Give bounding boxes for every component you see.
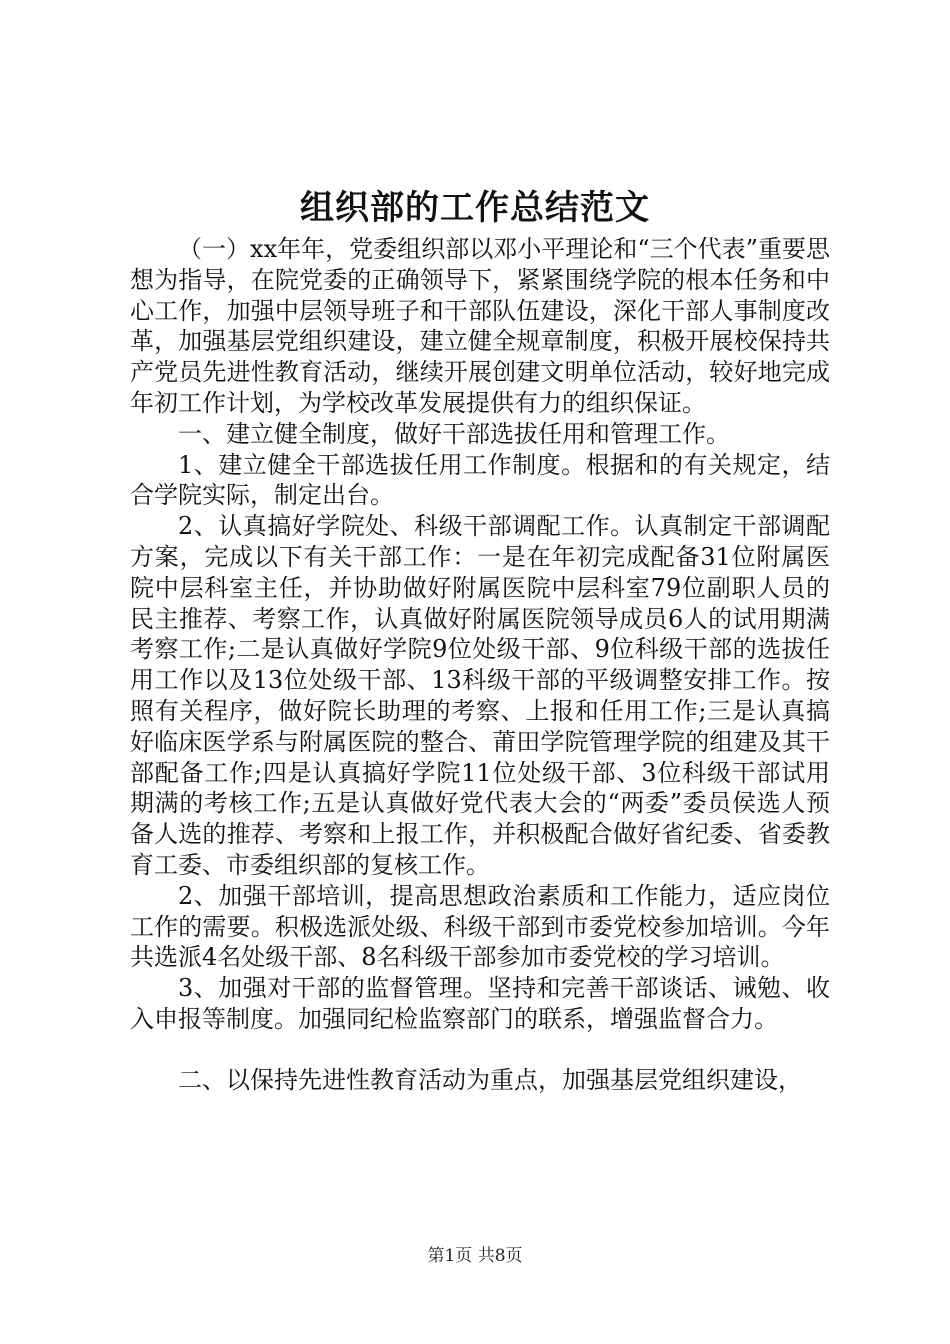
- document-title: 组织部的工作总结范文: [300, 188, 650, 228]
- paragraph-section-2-heading: 二、以保持先进性教育活动为重点，加强基层党组织建设，: [178, 1065, 802, 1094]
- paragraph-item-2: 2、认真搞好学院处、科级干部调配工作。认真制定干部调配方案，完成以下有关干部工作：一是在年初完成配备31位附属医院中层科室主任，并协助做好附属医院中层科室79位副职人员的民主推荐、考察工作，认真做好附属医院领导成员6人的试用期满考察工作;二是认真做好学院9位处级干部、9位科级干部的选拔任用工作以及13位处级干部、13科级干部的平级调整安排工作。按照有关程序，做好院长助理的考察、上报和任用工作;三是认真搞好临床医学系与附属医院的整合、莆田学院管理学院的组建及其干部配备工作;四是认真搞好学院11位处级干部、3位科级干部试用期满的考核工作;五是认真做好党代表大会的“两委”委员侯选人预备人选的推荐、考察和上报工作，并积极配合做好省纪委、省委教育工委、市委组织部的复核工作。: [130, 512, 830, 879]
- paragraph-intro: （一）xx年年，党委组织部以邓小平理论和“三个代表”重要思想为指导，在院党委的正确领导下，紧紧围绕学院的根本任务和中心工作，加强中层领导班子和干部队伍建设，深化干部人事制度改革，加强基层党组织建设，建立健全规章制度，积极开展校保持共产党员先进性教育活动，继续开展创建文明单位活动，较好地完成年初工作计划，为学校改革发展提供有力的组织保证。: [130, 235, 830, 417]
- paragraph-item-3: 3、加强对干部的监督管理。坚持和完善干部谈话、诫勉、收入申报等制度。加强同纪检监察部门的联系，增强监督合力。: [130, 974, 830, 1033]
- document-body: [130, 234, 830, 1096]
- paragraph-item-2b: 2、加强干部培训，提高思想政治素质和工作能力，适应岗位工作的需要。积极选派处级、科级干部到市委党校参加培训。今年共选派4名处级干部、8名科级干部参加市委党校的学习培训。: [130, 881, 830, 972]
- paragraph-section-1-heading: 一、建立健全制度，做好干部选拔任用和管理工作。: [178, 419, 730, 448]
- paragraph-item-1: 1、建立健全干部选拔任用工作制度。根据和的有关规定，结合学院实际，制定出台。: [130, 450, 830, 510]
- page-number-footer: 第1页 共8页: [427, 1246, 523, 1266]
